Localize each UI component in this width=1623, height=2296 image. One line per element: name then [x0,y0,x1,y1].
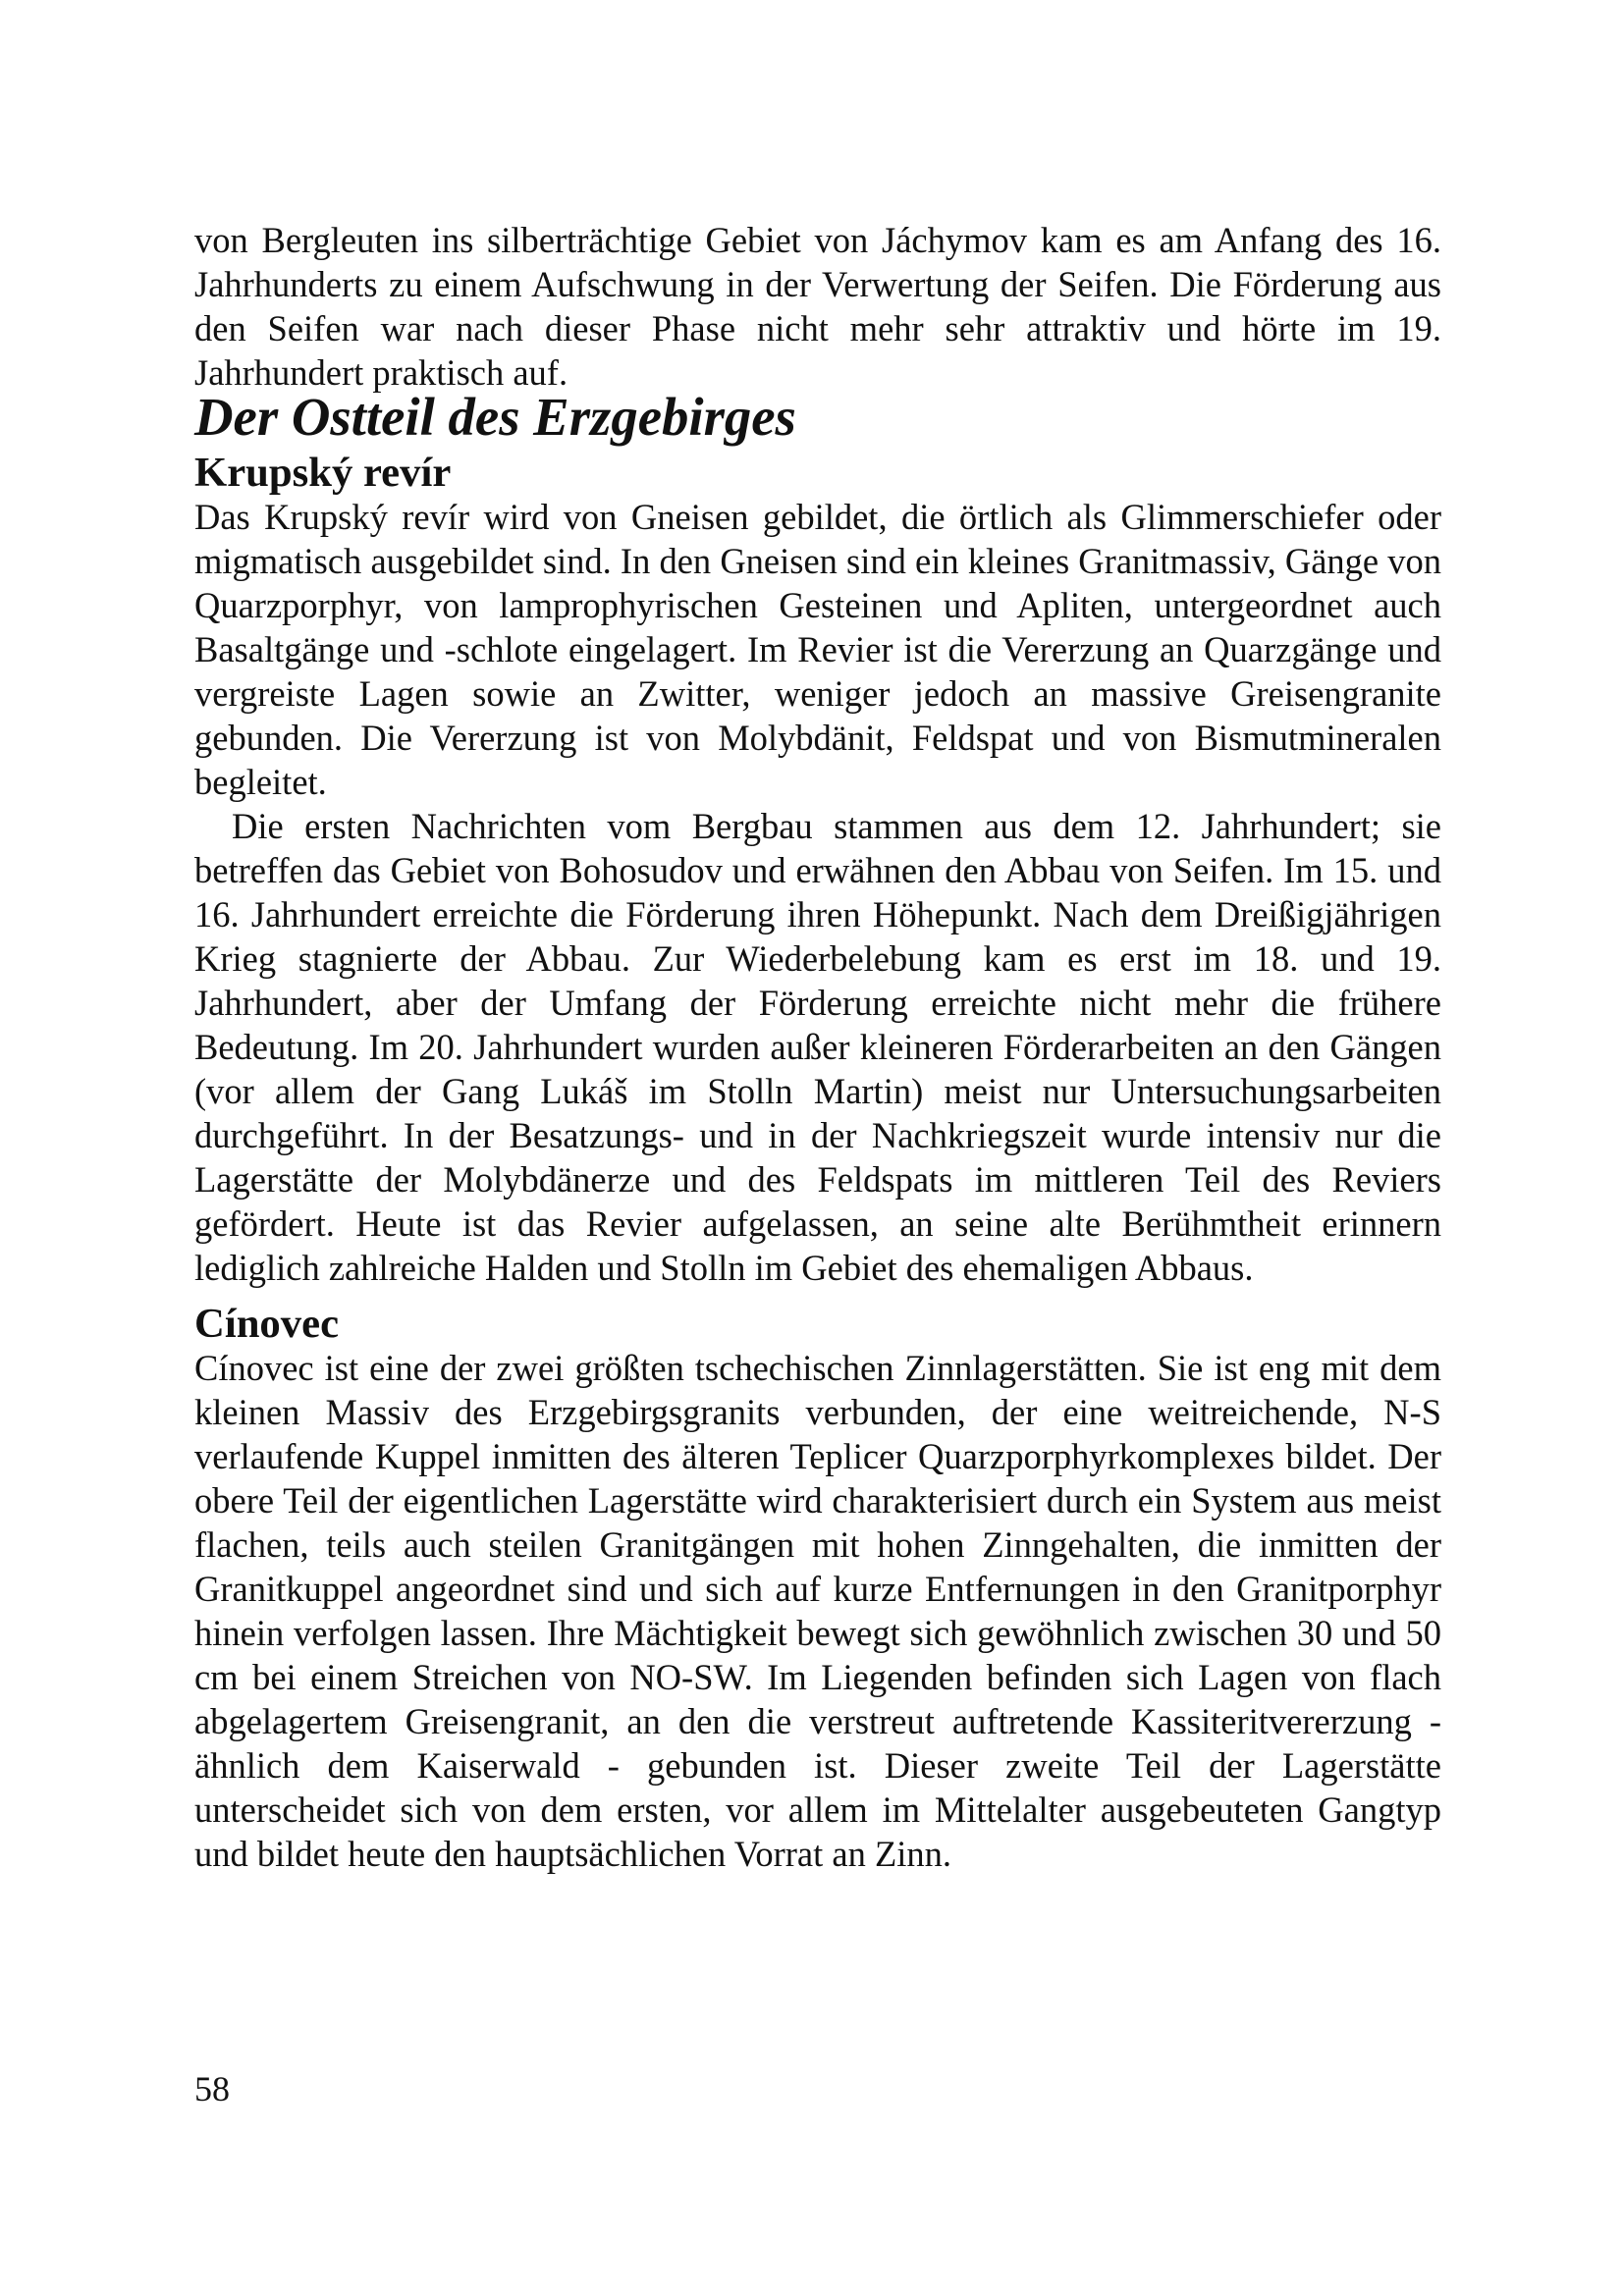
krupsky-paragraph-2: Die ersten Nachrichten vom Bergbau stammen aus dem 12. Jahrhundert; sie betreffen das Gebiet von Bohosudov und erwähnen den Abbau von Seifen. Im 15. und 16. Jahrhundert erreichte die Förderung ihren Höhepunkt. Nach dem Dreißigjährigen Krieg stagnierte der Abbau. Zur Wiederbelebung kam es erst im 18. und 19. Jahrhundert, aber der Umfang der Förderung erreichte nicht mehr die frühere Bedeutung. Im 20. Jahrhundert wurden außer kleineren Förderarbeiten an den Gängen (vor allem der Gang Lukáš im Stolln Martin) meist nur Untersuchungsarbeiten durchgeführt. In der Besatzungs- und in der Nachkriegszeit wurde intensiv nur die Lagerstätte der Molybdänerze und des Feldspats im mittleren Teil des Reviers gefördert. Heute ist das Revier aufgelassen, an seine alte Berühmtheit erinnern lediglich zahlreiche Halden und Stolln im Gebiet des ehemaligen Abbaus. [194,806,1441,1288]
subheading-cinovec: Cínovec [194,1301,340,1347]
page-number: 58 [194,2069,230,2109]
krupsky-paragraph-1: Das Krupský revír wird von Gneisen gebildet, die örtlich als Glimmerschiefer oder migmatisch ausgebildet sind. In den Gneisen sind ein kleines Granitmassiv, Gänge von Quarzporphyr, von lamprophyrischen Gesteinen und Apliten, untergeordnet auch Basaltgänge und -schlote eingelagert. Im Revier ist die Vererzung an Quarzgänge und vergreiste Lagen sowie an Zwitter, weniger jedoch an massive Greisengranite gebunden. Die Vererzung ist von Molybdänit, Feldspat und von Bismutmineralen begleitet. [194,497,1441,802]
intro-paragraph: von Bergleuten ins silberträchtige Gebiet von Jáchymov kam es am Anfang des 16. Jahrhunderts zu einem Aufschwung in der Verwertung der Seifen. Die Förderung aus den Seifen war nach dieser Phase nicht mehr sehr attraktiv und hörte im 19. Jahrhundert praktisch auf. [194,220,1441,393]
section-heading-ostteil: Der Ostteil des Erzgebirges [194,387,796,447]
subheading-krupsky-revir: Krupský revír [194,450,452,496]
body-text [194,218,1441,1876]
cinovec-paragraph-1: Cínovec ist eine der zwei größten tschechischen Zinnlagerstätten. Sie ist eng mit dem kleinen Massiv des Erzgebirgsgranits verbunden, der eine weitreichende, N-S verlaufende Kuppel inmitten des älteren Teplicer Quarzporphyrkomplexes bildet. Der obere Teil der eigentlichen Lagerstätte wird charakterisiert durch ein System aus meist flachen, teils auch steilen Granitgängen mit hohen Zinngehalten, die inmitten der Granitkuppel angeordnet sind und sich auf kurze Entfernungen in den Granitporphyr hinein verfolgen lassen. Ihre Mächtigkeit bewegt sich gewöhnlich zwischen 30 und 50 cm bei einem Streichen von NO-SW. Im Liegenden befinden sich Lagen von flach abgelagertem Greisengranit, an den die verstreut auftretende Kassiteritvererzung - ähnlich dem Kaiserwald - gebunden ist. Dieser zweite Teil der Lagerstätte unterscheidet sich von dem ersten, vor allem im Mittelalter ausgebeuteten Gangtyp und bildet heute den hauptsächlichen Vorrat an Zinn. [194,1348,1441,1874]
